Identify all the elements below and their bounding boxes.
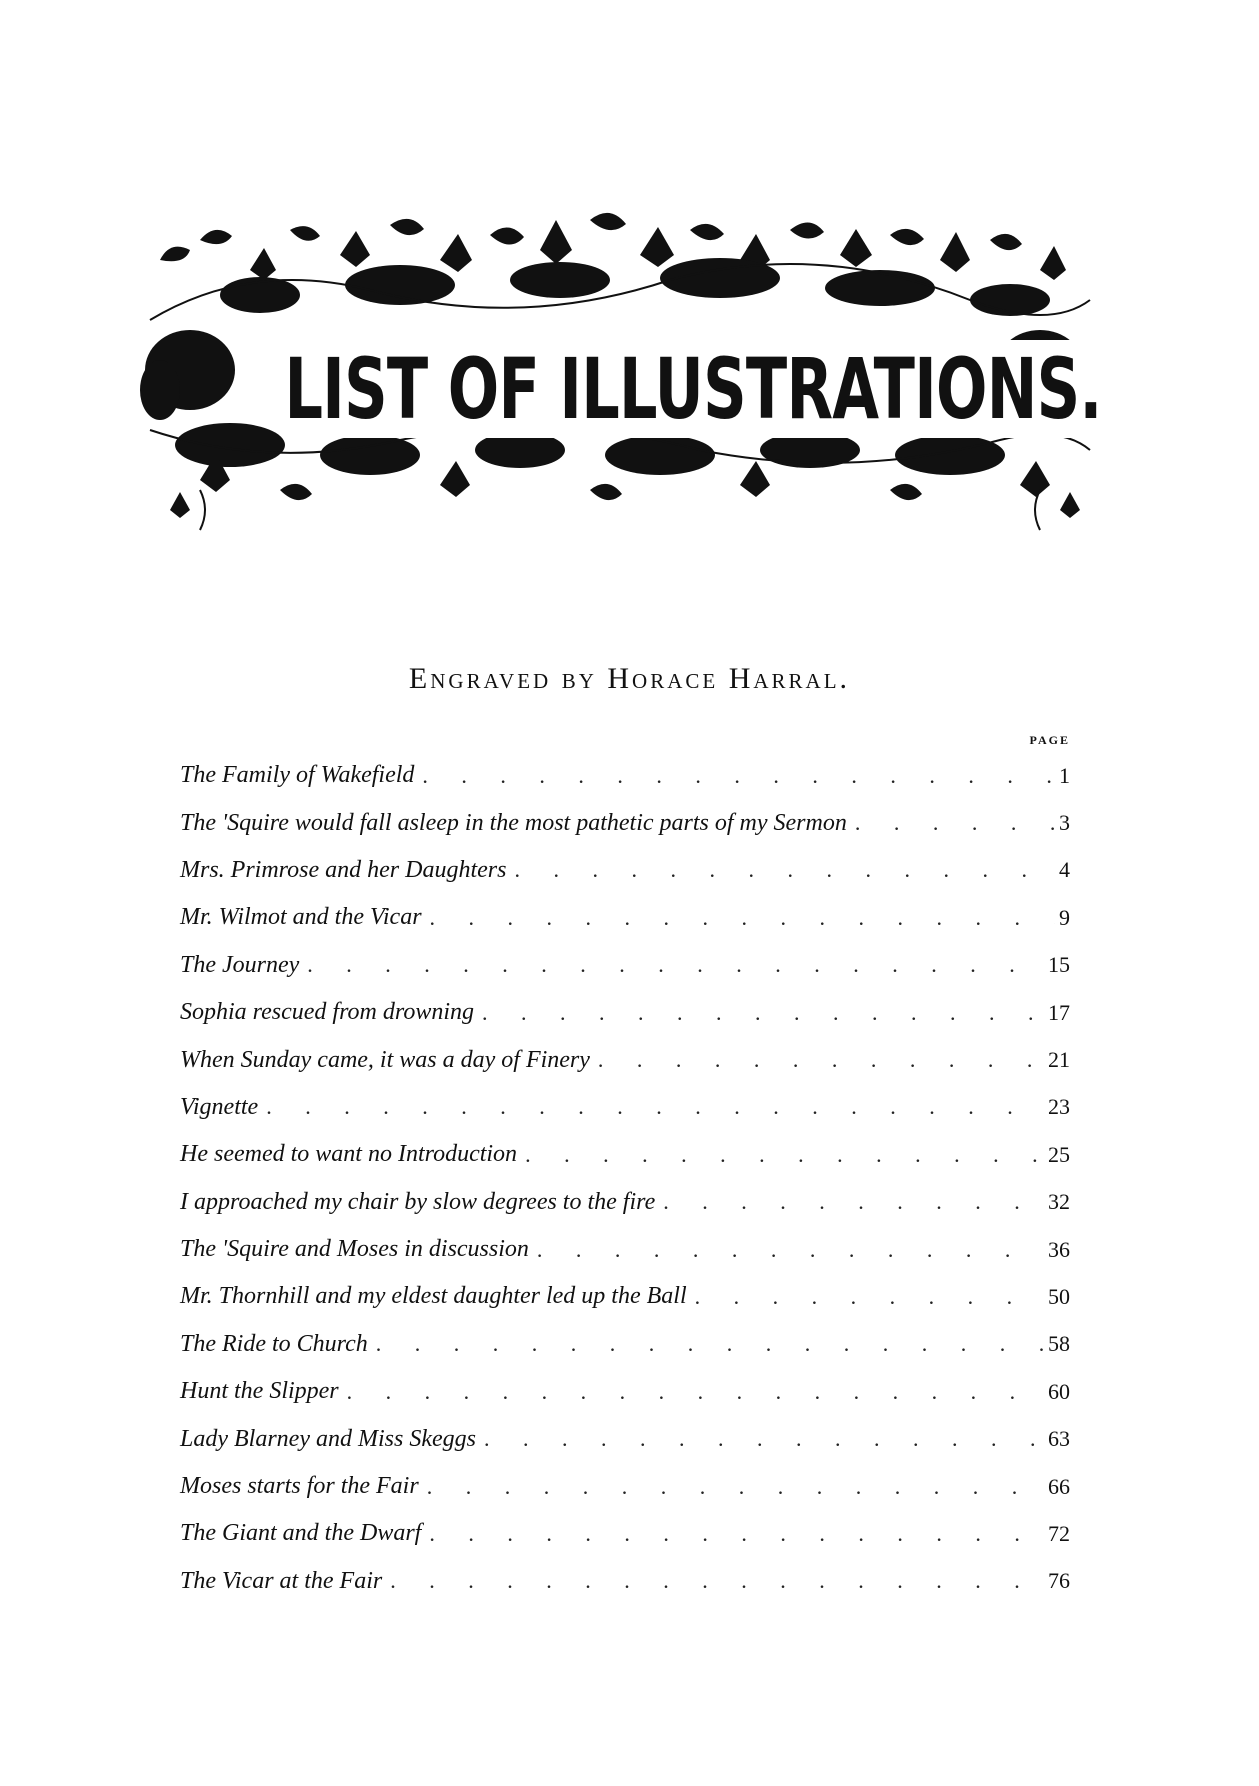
dot-leader	[427, 1473, 1044, 1501]
illustration-title: When Sunday came, it was a day of Finery	[180, 1047, 598, 1074]
list-item	[180, 1321, 1070, 1368]
page-number: 21	[1044, 1047, 1070, 1073]
dot-leader	[347, 1378, 1044, 1406]
dot-leader	[484, 1425, 1044, 1453]
illustration-title: The 'Squire would fall asleep in the most pathetic parts of my Sermon	[180, 810, 855, 837]
page-number: 3	[1055, 810, 1070, 836]
dot-leader	[482, 999, 1044, 1027]
list-item	[180, 1415, 1070, 1462]
dot-leader	[855, 809, 1055, 837]
dot-leader	[525, 1141, 1044, 1169]
illustration-title: Hunt the Slipper	[180, 1378, 347, 1405]
engraver-credit: Engraved by Horace Harral.	[408, 662, 851, 695]
page-number: 25	[1044, 1142, 1070, 1168]
illustration-title: The Vicar at the Fair	[180, 1568, 390, 1595]
page-number: 23	[1044, 1094, 1070, 1120]
list-item	[180, 1368, 1070, 1415]
dot-leader	[695, 1283, 1044, 1311]
list-item	[180, 894, 1070, 941]
page-number: 50	[1044, 1284, 1070, 1310]
page-number: 76	[1044, 1568, 1070, 1594]
dot-leader	[514, 856, 1055, 884]
page-number: 63	[1044, 1426, 1070, 1452]
list-item	[180, 1131, 1070, 1178]
page-number: 66	[1044, 1474, 1070, 1500]
list-item	[180, 1084, 1070, 1131]
dot-leader	[598, 1046, 1044, 1074]
illustration-title: The Ride to Church	[180, 1331, 376, 1358]
list-item	[180, 1463, 1070, 1510]
page-number: 58	[1044, 1331, 1070, 1357]
list-item	[180, 1036, 1070, 1083]
illustration-title: Vignette	[180, 1094, 266, 1121]
dot-leader	[266, 1093, 1044, 1121]
illustration-title: Moses starts for the Fair	[180, 1473, 427, 1500]
page-title	[274, 340, 1102, 438]
dot-leader	[376, 1330, 1044, 1358]
list-item	[180, 752, 1070, 799]
illustration-title: Lady Blarney and Miss Skeggs	[180, 1426, 484, 1453]
dot-leader	[663, 1188, 1044, 1216]
page-column-label: PAGE	[1029, 733, 1070, 747]
dot-leader	[429, 1520, 1044, 1548]
list-item	[180, 942, 1070, 989]
page-number: 17	[1044, 1000, 1070, 1026]
list-item	[180, 1226, 1070, 1273]
illustration-title: He seemed to want no Introduction	[180, 1141, 525, 1168]
page-number: 1	[1055, 763, 1070, 789]
illustration-title: Mrs. Primrose and her Daughters	[180, 857, 514, 884]
illustration-title: I approached my chair by slow degrees to the fire	[180, 1189, 663, 1216]
illustration-title: Mr. Thornhill and my eldest daughter led up the Ball	[180, 1283, 695, 1310]
page-number: 36	[1044, 1237, 1070, 1263]
page-number: 60	[1044, 1379, 1070, 1405]
page-number: 15	[1044, 952, 1070, 978]
dot-leader	[390, 1567, 1044, 1595]
illustration-title: Sophia rescued from drowning	[180, 999, 482, 1026]
illustration-title: The 'Squire and Moses in discussion	[180, 1236, 537, 1263]
illustration-title: The Giant and the Dwarf	[180, 1520, 429, 1547]
list-item	[180, 799, 1070, 846]
page-number: 4	[1055, 857, 1070, 883]
page-number: 32	[1044, 1189, 1070, 1215]
illustration-title: The Journey	[180, 952, 307, 979]
list-item	[180, 1510, 1070, 1557]
list-item	[180, 1179, 1070, 1226]
page-number: 9	[1055, 905, 1070, 931]
illustration-title: The Family of Wakefield	[180, 762, 422, 789]
list-item	[180, 989, 1070, 1036]
list-item	[180, 847, 1070, 894]
ivy-ornament-header	[140, 200, 1100, 580]
dot-leader	[307, 951, 1044, 979]
page-title-text: LIST OF ILLUSTRATIONS.	[274, 340, 1111, 438]
dot-leader	[422, 762, 1055, 790]
page-number: 72	[1044, 1521, 1070, 1547]
illustrations-list	[180, 752, 1070, 1605]
list-item	[180, 1273, 1070, 1320]
list-item	[180, 1558, 1070, 1605]
illustration-title: Mr. Wilmot and the Vicar	[180, 904, 430, 931]
dot-leader	[537, 1236, 1044, 1264]
dot-leader	[430, 904, 1055, 932]
